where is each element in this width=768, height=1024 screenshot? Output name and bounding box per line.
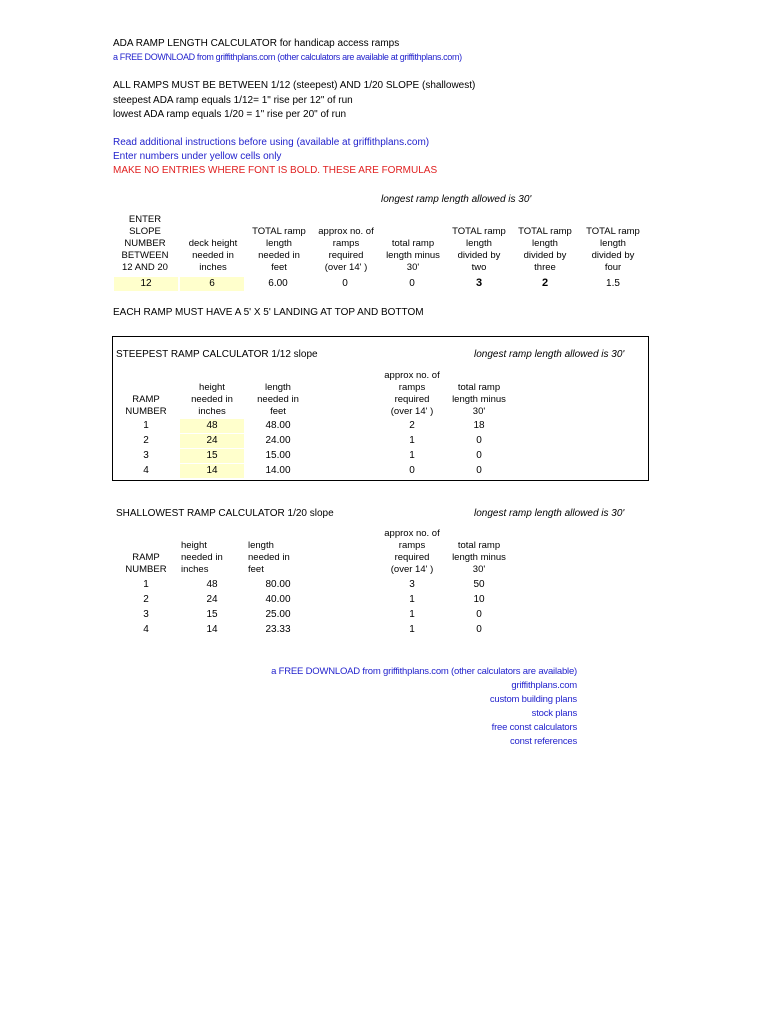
height-value: 24: [206, 594, 218, 605]
footer-link-stock-plans[interactable]: stock plans: [531, 708, 577, 719]
col-header-deck-height: deck height needed in inches: [188, 238, 238, 273]
landing-note: EACH RAMP MUST HAVE A 5' X 5' LANDING AT TOP AND BOTTOM: [113, 307, 424, 318]
height-input[interactable]: 14: [180, 464, 244, 478]
ramps-value: 3: [409, 579, 415, 590]
steepest-header-ramp: RAMP NUMBER: [125, 394, 167, 417]
ramps-value: 1: [409, 594, 415, 605]
minus-value: 10: [473, 594, 485, 605]
height-input[interactable]: 24: [180, 434, 244, 448]
yellow-cells-note: Enter numbers under yellow cells only: [113, 151, 282, 162]
ramp-number: 4: [143, 465, 149, 476]
page-title: ADA RAMP LENGTH CALCULATOR for handicap access ramps: [113, 38, 400, 49]
col-header-minus-30: total ramp length minus 30': [386, 238, 440, 273]
ramp-number: 2: [143, 435, 149, 446]
minus-value: 0: [476, 435, 482, 446]
ramps-value: 1: [409, 435, 415, 446]
minus-30-value: 0: [409, 278, 415, 289]
height-input[interactable]: 48: [180, 419, 244, 433]
steepest-max-note: longest ramp length allowed is 30': [474, 349, 625, 360]
footer-link-calculators[interactable]: free const calculators: [491, 722, 577, 733]
ramps-value: 0: [409, 465, 415, 476]
shallowest-header-ramps: approx no. of ramps required (over 14' ): [384, 528, 440, 575]
max-length-note: longest ramp length allowed is 30': [381, 194, 532, 205]
ramp-number: 1: [143, 579, 149, 590]
col-header-ramps-required: approx no. of ramps required (over 14' ): [318, 226, 374, 273]
total-length-value: 6.00: [268, 278, 288, 289]
ramp-number: 1: [143, 420, 149, 431]
slope-input[interactable]: 12: [114, 277, 178, 291]
length-value: 80.00: [265, 579, 291, 590]
shallowest-title: SHALLOWEST RAMP CALCULATOR 1/20 slope: [116, 508, 334, 519]
steepest-title: STEEPEST RAMP CALCULATOR 1/12 slope: [116, 349, 318, 360]
footer-link-custom-plans[interactable]: custom building plans: [489, 694, 577, 705]
ramps-value: 2: [409, 420, 415, 431]
footer-link-references[interactable]: const references: [509, 736, 577, 747]
height-value: 15: [206, 609, 218, 620]
steepest-header-height: height needed in inches: [191, 382, 233, 417]
length-value: 25.00: [265, 609, 291, 620]
length-value: 48.00: [265, 420, 291, 431]
col-header-div-four: TOTAL ramp length divided by four: [586, 226, 640, 273]
minus-value: 18: [473, 420, 485, 431]
col-header-total-length: TOTAL ramp length needed in feet: [252, 226, 306, 273]
ramps-required-value: 0: [342, 278, 348, 289]
slope-rule: ALL RAMPS MUST BE BETWEEN 1/12 (steepest) AND 1/20 SLOPE (shallowest): [113, 80, 476, 91]
shallowest-header-minus: total ramp length minus 30': [452, 540, 506, 575]
shallowest-header-height: height needed in inches: [181, 540, 223, 575]
height-value: 14: [206, 624, 218, 635]
length-value: 24.00: [265, 435, 291, 446]
div-two-value: 3: [475, 277, 483, 289]
minus-value: 0: [476, 450, 482, 461]
ramps-value: 1: [409, 450, 415, 461]
length-value: 15.00: [265, 450, 291, 461]
height-value: 48: [206, 579, 218, 590]
shallowest-max-note: longest ramp length allowed is 30': [474, 508, 625, 519]
col-header-slope: ENTER SLOPE NUMBER BETWEEN 12 AND 20: [121, 214, 169, 273]
div-four-value: 1.5: [606, 278, 620, 289]
shallowest-header-ramp: RAMP NUMBER: [125, 552, 167, 575]
length-value: 14.00: [265, 465, 291, 476]
footer-download-link[interactable]: a FREE DOWNLOAD from griffithplans.com (other calculators are available): [271, 666, 577, 677]
steepest-header-minus: total ramp length minus 30': [452, 382, 506, 417]
ramp-number: 3: [143, 609, 149, 620]
ramps-value: 1: [409, 624, 415, 635]
footer-link-griffithplans[interactable]: griffithplans.com: [511, 680, 577, 691]
ramps-value: 1: [409, 609, 415, 620]
lowest-rule: lowest ADA ramp equals 1/20 = 1" rise per 20" of run: [113, 109, 347, 120]
steepest-header-ramps: approx no. of ramps required (over 14' ): [384, 370, 440, 417]
col-header-div-two: TOTAL ramp length divided by two: [452, 226, 506, 273]
download-link[interactable]: a FREE DOWNLOAD from griffithplans.com (other calculators are available at griffithplans.com): [113, 52, 462, 62]
formula-warning: MAKE NO ENTRIES WHERE FONT IS BOLD. THESE ARE FORMULAS: [113, 165, 438, 176]
steepest-rule: steepest ADA ramp equals 1/12= 1" rise per 12" of run: [113, 95, 353, 106]
minus-value: 50: [473, 579, 485, 590]
col-header-div-three: TOTAL ramp length divided by three: [518, 226, 572, 273]
length-value: 40.00: [265, 594, 291, 605]
minus-value: 0: [476, 609, 482, 620]
div-three-value: 2: [541, 277, 549, 289]
ramp-number: 3: [143, 450, 149, 461]
steepest-header-length: length needed in feet: [257, 382, 299, 417]
height-input[interactable]: 15: [180, 449, 244, 463]
ramp-number: 2: [143, 594, 149, 605]
ramp-number: 4: [143, 624, 149, 635]
minus-value: 0: [476, 465, 482, 476]
shallowest-header-length: length needed in feet: [248, 540, 290, 575]
length-value: 23.33: [265, 624, 291, 635]
minus-value: 0: [476, 624, 482, 635]
instructions-note: Read additional instructions before using (available at griffithplans.com): [113, 137, 430, 148]
deck-height-input[interactable]: 6: [180, 277, 244, 291]
